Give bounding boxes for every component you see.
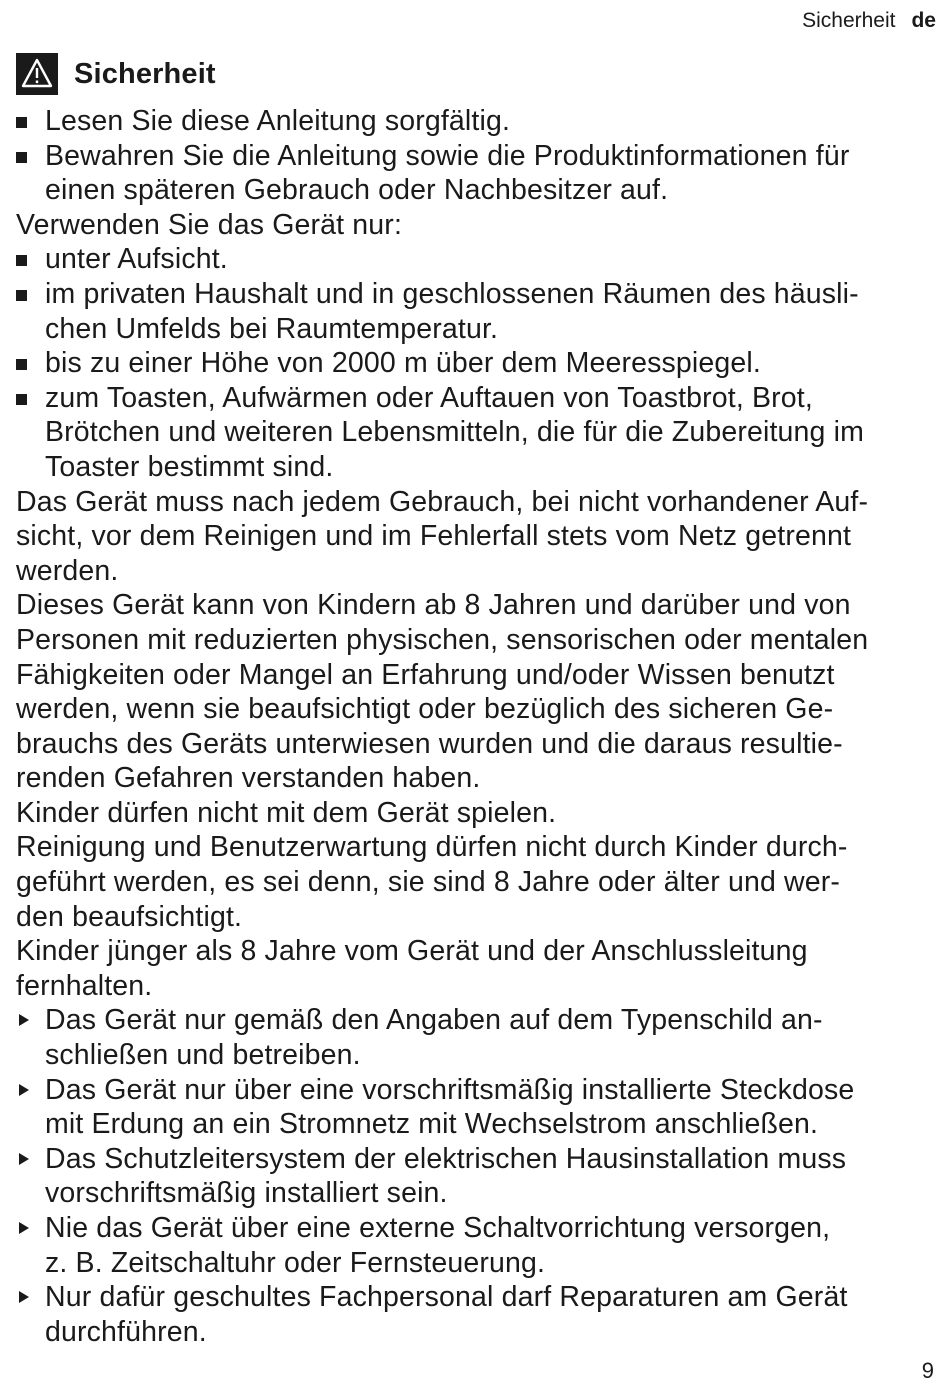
paragraph-line: Dieses Gerät kann von Kindern ab 8 Jahren und darüber und von xyxy=(16,589,851,622)
section-title xyxy=(16,44,934,104)
list-item-line: unter Aufsicht. xyxy=(45,243,228,276)
list-item xyxy=(16,381,934,485)
action-item-line: mit Erdung an ein Stromnetz mit Wechselstrom anschließen. xyxy=(45,1108,819,1141)
paragraph xyxy=(16,485,934,589)
list-item xyxy=(16,277,934,346)
square-bullet-icon xyxy=(16,117,27,128)
section-title-text: Sicherheit xyxy=(74,57,216,90)
action-item-line: Nie das Gerät über eine externe Schaltvorrichtung versorgen, xyxy=(45,1212,831,1244)
paragraph-line: sicht, vor dem Reinigen und im Fehlerfall stets vom Netz getrennt xyxy=(16,520,852,553)
list-item-line: einen späteren Gebrauch oder Nachbesitzer auf. xyxy=(45,174,669,207)
list-item-line: Toaster bestimmt sind. xyxy=(45,450,334,483)
running-header xyxy=(802,8,936,34)
list-item-line: bis zu einer Höhe von 2000 m über dem Meeresspiegel. xyxy=(45,347,761,380)
triangle-arrow-icon xyxy=(19,1291,29,1303)
paragraph-line: Kinder dürfen nicht mit dem Gerät spielen. xyxy=(16,796,557,829)
action-item-line: Das Schutzleitersystem der elektrischen Hausinstallation muss xyxy=(45,1142,847,1175)
action-item-line: z. B. Zeitschaltuhr oder Fernsteuerung. xyxy=(45,1246,546,1279)
page-number: 9 xyxy=(921,1358,934,1383)
action-item-line: Das Gerät nur über eine vorschriftsmäßig installierte Steckdose xyxy=(45,1073,855,1106)
paragraph-line: werden, wenn sie beaufsichtigt oder bezüglich des sicheren Ge- xyxy=(16,693,834,726)
action-item xyxy=(16,1003,934,1072)
triangle-arrow-icon xyxy=(19,1014,29,1026)
action-item xyxy=(16,1280,934,1349)
triangle-arrow-icon xyxy=(19,1084,29,1096)
list-item xyxy=(16,346,934,381)
square-bullet-icon xyxy=(16,152,27,163)
triangle-arrow-icon xyxy=(19,1153,29,1165)
list-item xyxy=(16,104,934,139)
list-item xyxy=(16,139,934,208)
header-section: Sicherheit xyxy=(802,9,896,32)
list-item-line: Lesen Sie diese Anleitung sorgfältig. xyxy=(45,105,511,137)
paragraph xyxy=(16,208,934,243)
paragraph-line: brauchs des Geräts unterwiesen wurden und die daraus resultie- xyxy=(16,727,843,760)
warning-triangle-icon xyxy=(16,53,58,95)
action-item-line: durchführen. xyxy=(45,1315,207,1348)
paragraph-line: Personen mit reduzierten physischen, sensorischen oder mentalen xyxy=(16,623,869,656)
action-item xyxy=(16,1142,934,1211)
square-bullet-icon xyxy=(16,255,27,266)
paragraph-line: renden Gefahren verstanden haben. xyxy=(16,762,481,795)
paragraph-line: Reinigung und Benutzerwartung dürfen nicht durch Kinder durch- xyxy=(16,831,848,864)
page-content xyxy=(16,44,934,1349)
paragraph xyxy=(16,796,934,831)
square-bullet-icon xyxy=(16,394,27,405)
header-language: de xyxy=(911,9,936,32)
paragraph-line: Fähigkeiten oder Mangel an Erfahrung und/oder Wissen benutzt xyxy=(16,658,835,691)
list-item-line: zum Toasten, Aufwärmen oder Auftauen von Toastbrot, Brot, xyxy=(45,381,813,414)
square-bullet-icon xyxy=(16,290,27,301)
list-item xyxy=(16,242,934,277)
paragraph-line: fernhalten. xyxy=(16,969,153,1002)
list-item-line: chen Umfelds bei Raumtemperatur. xyxy=(45,312,499,345)
square-bullet-icon xyxy=(16,359,27,370)
paragraph xyxy=(16,830,934,934)
paragraph-line: Verwenden Sie das Gerät nur: xyxy=(16,208,403,241)
paragraph-line: Kinder jünger als 8 Jahre vom Gerät und der Anschlussleitung xyxy=(16,935,808,968)
list-item-line: im privaten Haushalt und in geschlossenen Räumen des häusli- xyxy=(45,277,859,310)
paragraph-line: geführt werden, es sei denn, sie sind 8 Jahre oder älter und wer- xyxy=(16,866,841,899)
paragraph-line: den beaufsichtigt. xyxy=(16,900,243,933)
triangle-arrow-icon xyxy=(19,1222,29,1234)
action-item xyxy=(16,1073,934,1142)
list-item-line: Brötchen und weiteren Lebensmitteln, die für die Zubereitung im xyxy=(45,416,864,449)
paragraph-line: Das Gerät muss nach jedem Gebrauch, bei nicht vorhandener Auf- xyxy=(16,485,869,518)
paragraph xyxy=(16,934,934,1003)
list-item-line: Bewahren Sie die Anleitung sowie die Produktinformationen für xyxy=(45,139,850,172)
paragraph xyxy=(16,588,934,796)
paragraph-line: werden. xyxy=(16,554,119,587)
action-item-line: schließen und betreiben. xyxy=(45,1039,361,1072)
action-item xyxy=(16,1211,934,1280)
action-item-line: Nur dafür geschultes Fachpersonal darf Reparaturen am Gerät xyxy=(45,1281,848,1314)
action-item-line: Das Gerät nur gemäß den Angaben auf dem Typenschild an- xyxy=(45,1004,823,1037)
action-item-line: vorschriftsmäßig installiert sein. xyxy=(45,1177,448,1210)
